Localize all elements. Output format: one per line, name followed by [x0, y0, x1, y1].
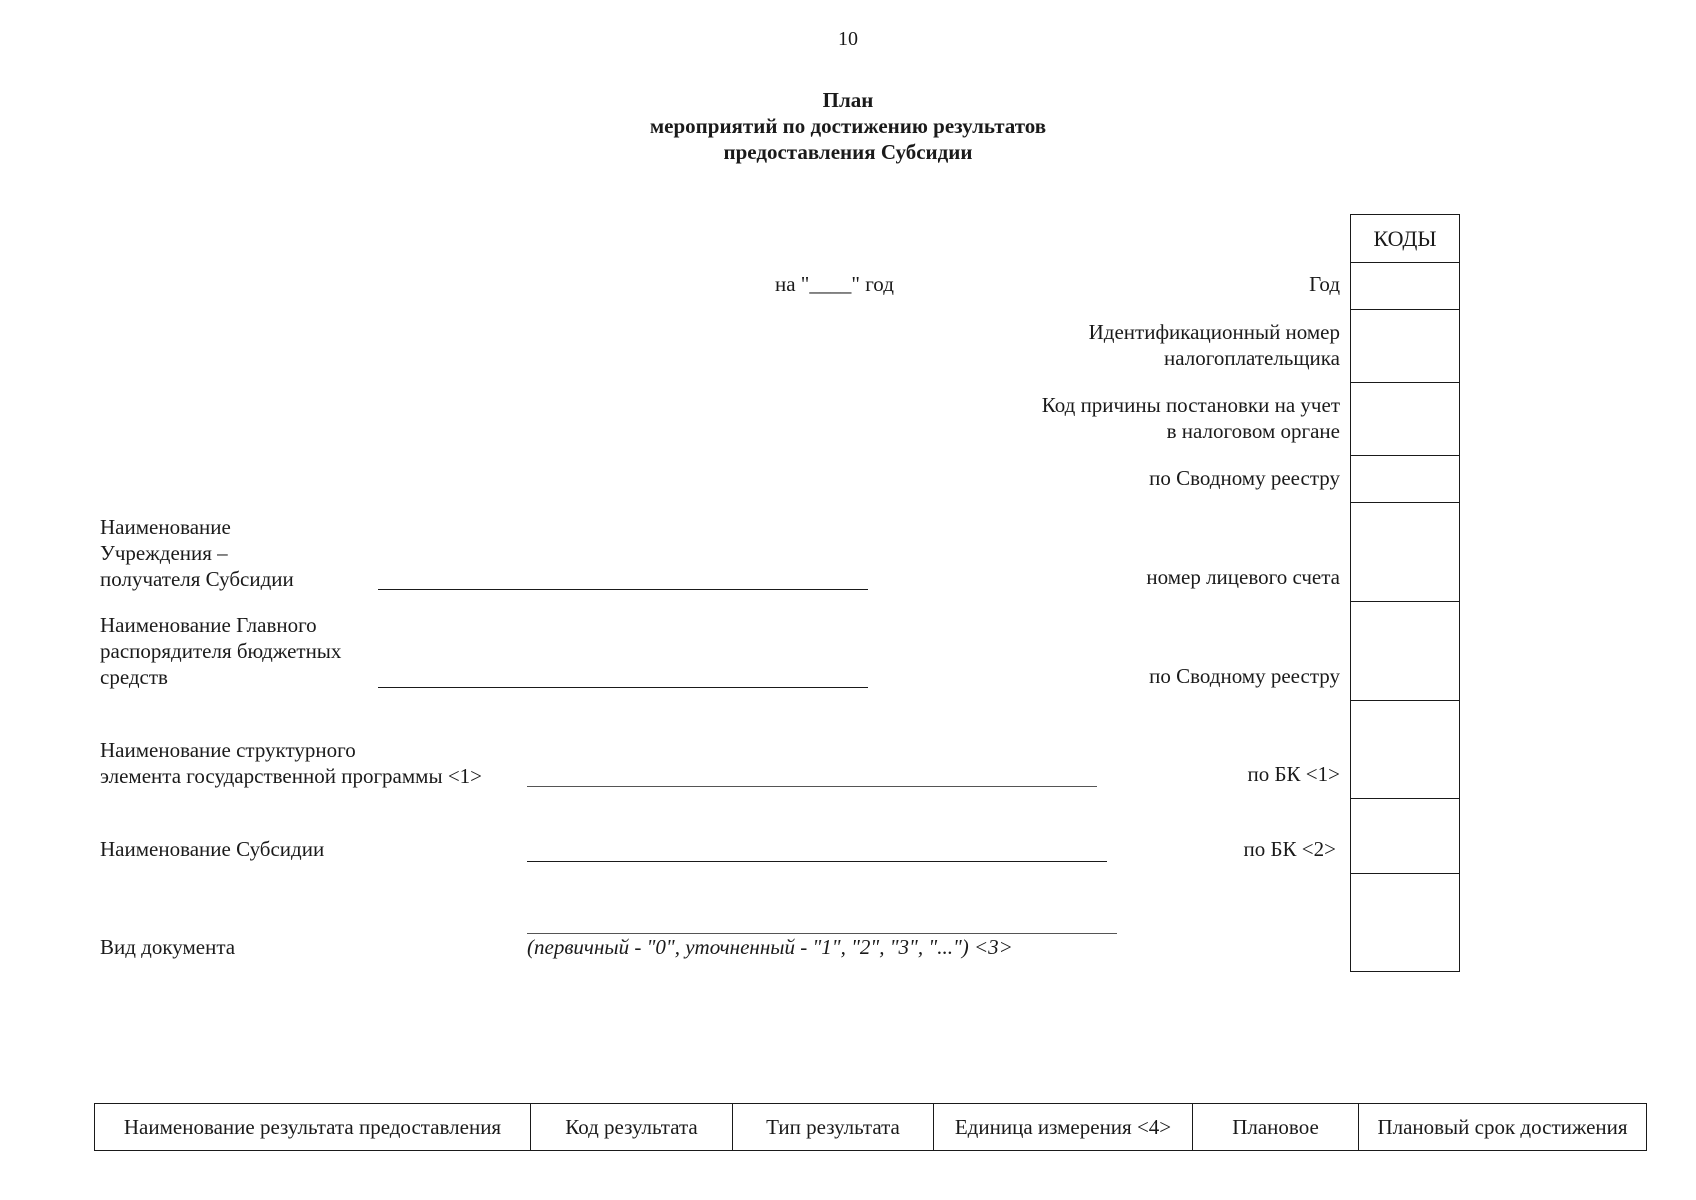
code-cell-bk-1[interactable] [1351, 700, 1459, 798]
document-title: План [822, 88, 874, 112]
code-cell-doc-type[interactable] [1351, 873, 1459, 971]
label-kpp-line1: Код причины постановки на учет [1041, 393, 1340, 417]
table-header-row [95, 1104, 1647, 1151]
code-cell-inn[interactable] [1351, 309, 1459, 382]
doc-type-hint: (первичный - "0", уточненный - "1", "2", "3", "...") <3> [527, 935, 1013, 959]
table-header-cell: Плановое [1193, 1104, 1359, 1151]
label-inn-line2: налогоплательщика [1164, 346, 1340, 370]
doc-type-field-line[interactable] [527, 933, 1117, 934]
grbs-field-line[interactable] [378, 687, 868, 688]
label-grbs: Наименование Главного распорядителя бюджетных средств [100, 613, 342, 689]
subsidy-field-line[interactable] [527, 861, 1107, 862]
code-cell-svod-2[interactable] [1351, 601, 1459, 700]
label-kpp-line2: в налоговом органе [1166, 419, 1340, 443]
label-bk-1: по БК <1> [1247, 762, 1340, 786]
institution-field-line[interactable] [378, 589, 868, 590]
label-account-number: номер лицевого счета [1146, 565, 1340, 589]
codes-header: КОДЫ [1373, 226, 1437, 251]
code-cell-year[interactable] [1351, 262, 1459, 309]
label-svod-reestr-2: по Сводному реестру [1149, 664, 1340, 688]
label-year: Год [1309, 272, 1340, 296]
table-header-cell: Плановый срок достижения [1359, 1104, 1647, 1151]
document-title-line3: предоставления Субсидии [723, 140, 973, 164]
label-svod-reestr-1: по Сводному реестру [1149, 466, 1340, 490]
page-number: 10 [838, 28, 858, 50]
table-header-cell: Тип результата [733, 1104, 934, 1151]
table-header-cell: Код результата [531, 1104, 733, 1151]
label-inn-line1: Идентификационный номер [1088, 320, 1340, 344]
label-program-element: Наименование структурного элемента государственной программы <1> [100, 738, 482, 788]
code-cell-kpp[interactable] [1351, 382, 1459, 455]
table-header-cell: Наименование результата предоставления [95, 1104, 531, 1151]
label-institution: Наименование Учреждения – получателя Субсидии [100, 515, 294, 591]
code-cell-account[interactable] [1351, 502, 1459, 601]
label-doc-type: Вид документа [100, 935, 236, 959]
label-subsidy: Наименование Субсидии [100, 837, 325, 861]
code-cell-svod-1[interactable] [1351, 455, 1459, 502]
results-table [94, 1103, 1647, 1151]
year-line: на "____" год [775, 272, 894, 296]
codes-box [1350, 214, 1460, 972]
code-cell-bk-2[interactable] [1351, 798, 1459, 873]
program-element-field-line[interactable] [527, 786, 1097, 787]
document-title-line2: мероприятий по достижению результатов [649, 114, 1047, 138]
table-header-cell: Единица измерения <4> [934, 1104, 1193, 1151]
label-bk-2: по БК <2> [1243, 837, 1336, 861]
